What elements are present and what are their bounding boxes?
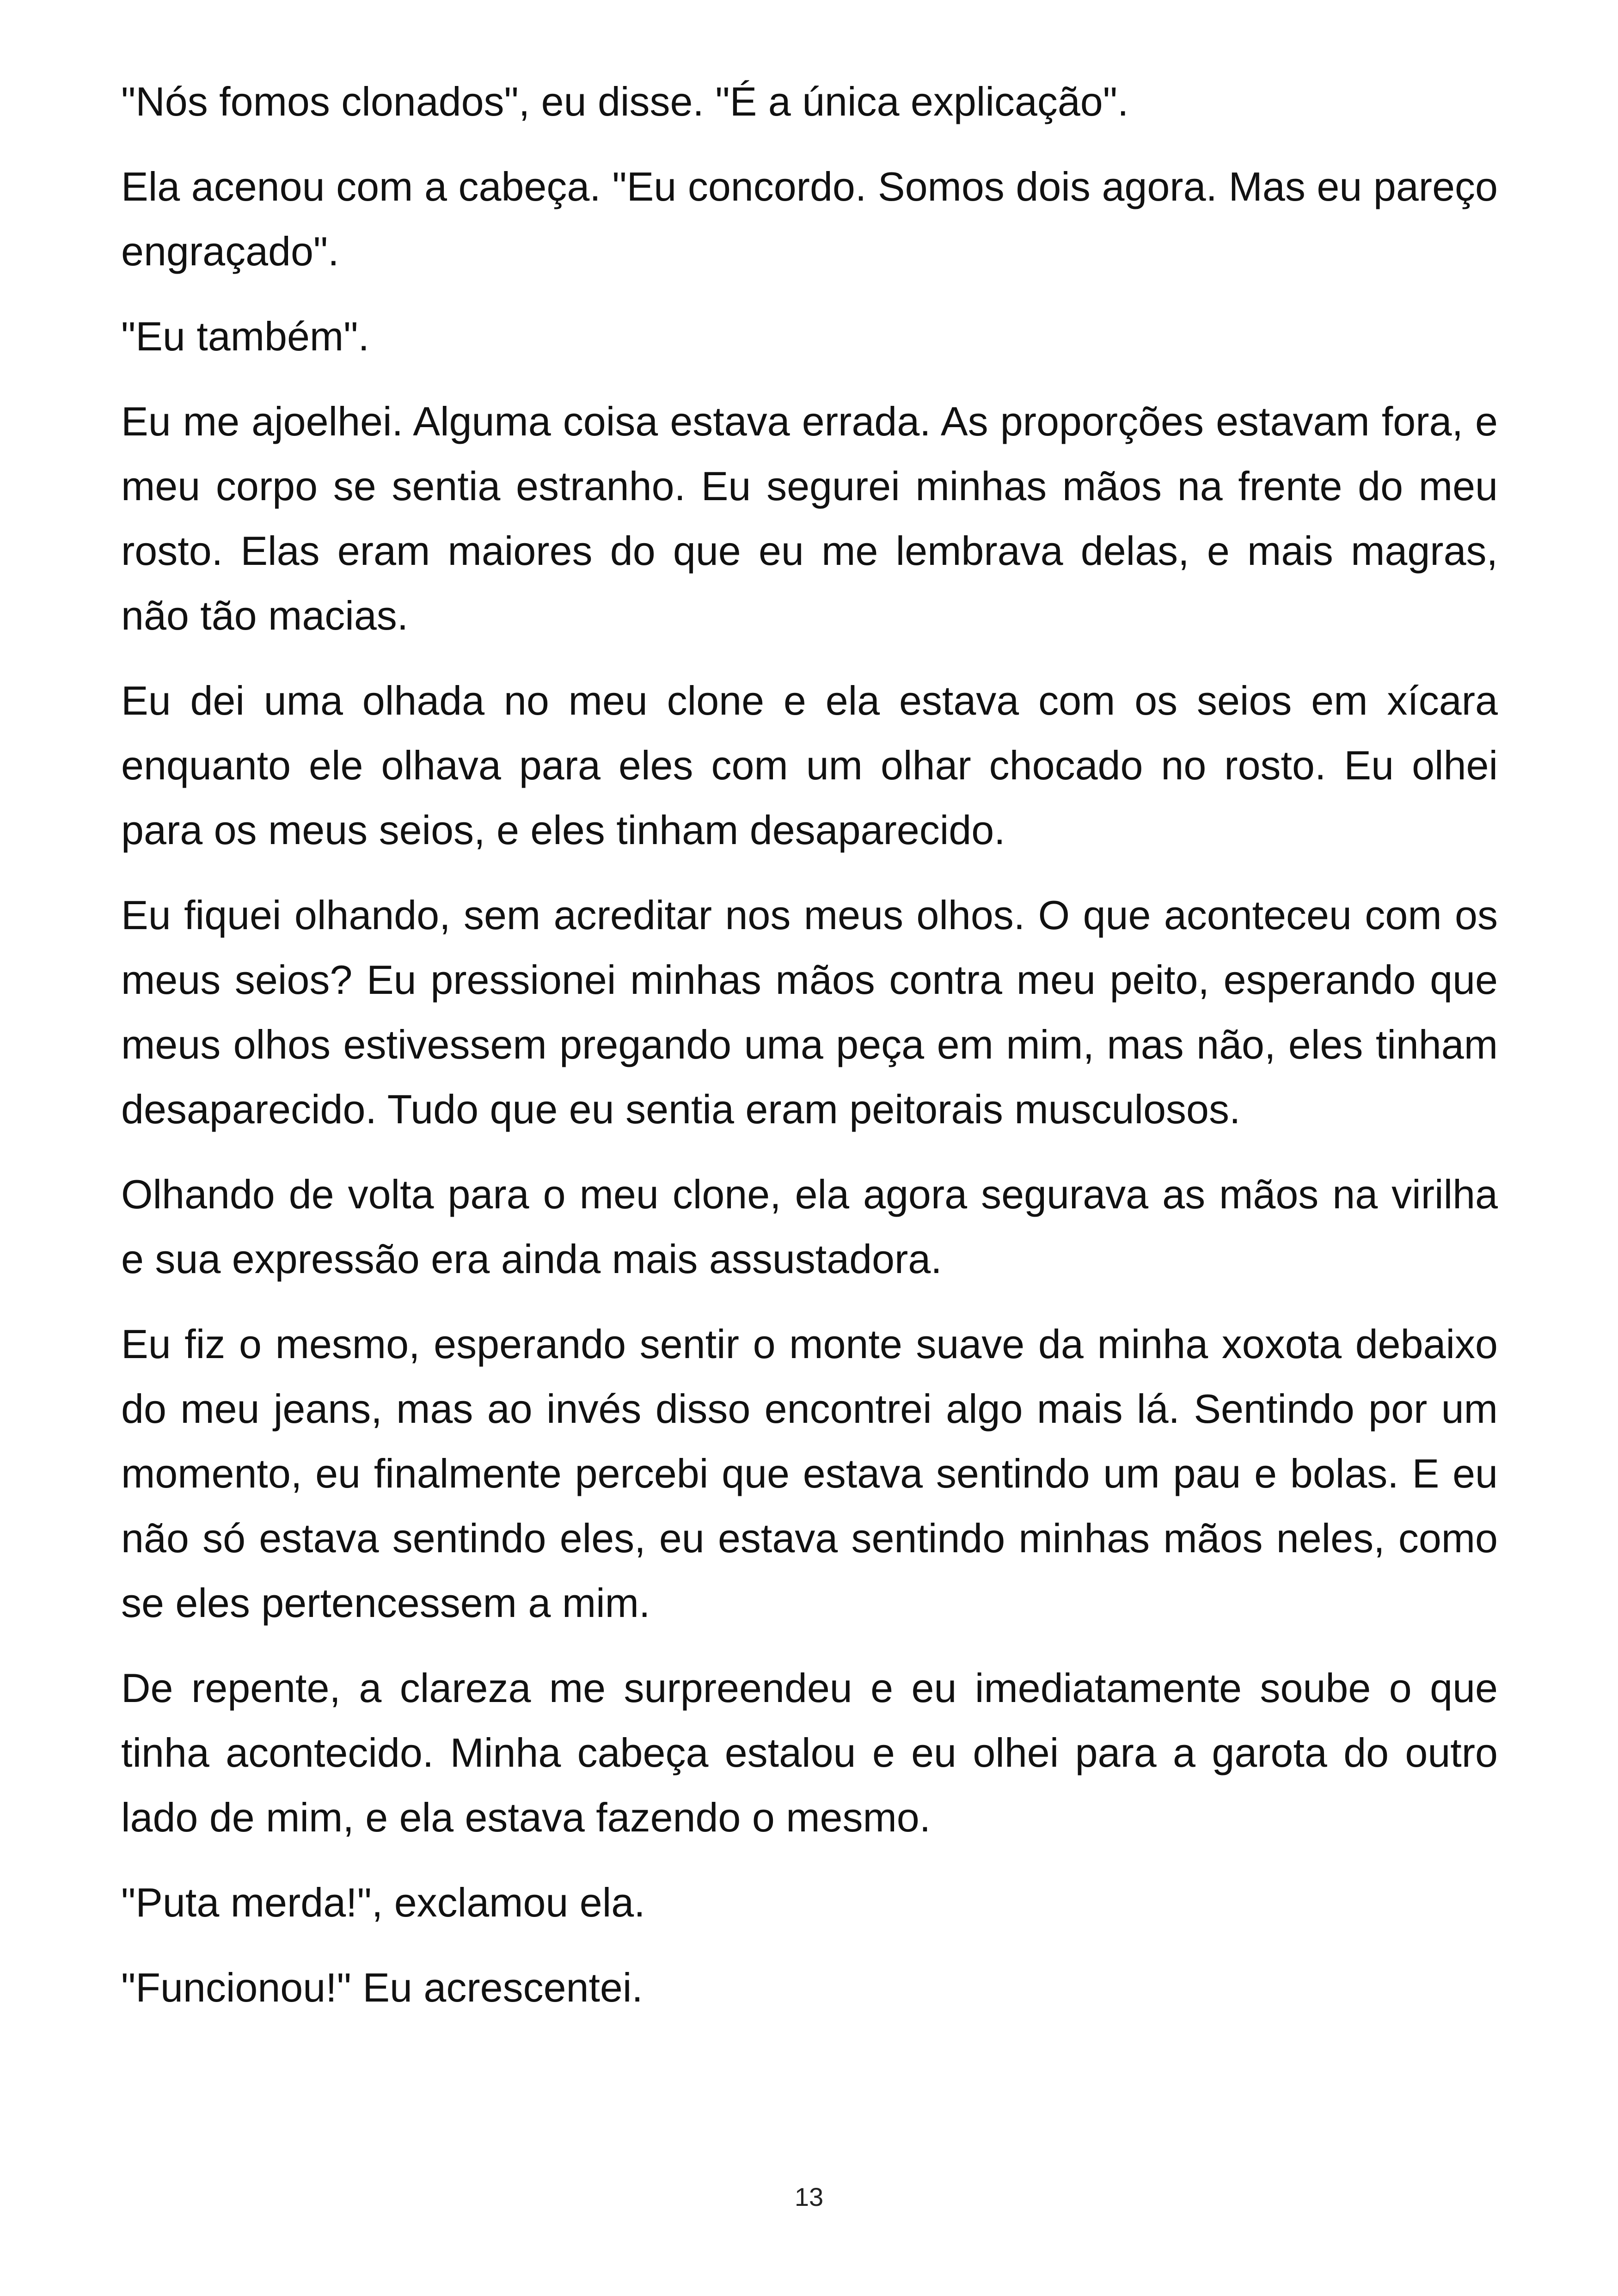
paragraph: Eu fiz o mesmo, esperando sentir o monte suave da minha xoxota debaixo do meu jeans, mas ao invés disso encontrei algo mais lá. Sentindo por um momento, eu finalmente percebi que estava sentindo um pau e bolas. E eu não só estava sentindo eles, eu estava sentindo minhas mãos neles, como se eles pertencessem a mim.: [121, 1321, 1498, 1626]
page-number: 13: [794, 2182, 824, 2211]
paragraph: "Funcionou!" Eu acrescentei.: [121, 1965, 643, 2010]
paragraph: "Puta merda!", exclamou ela.: [121, 1880, 645, 1925]
paragraph: "Nós fomos clonados", eu disse. "É a única explicação".: [121, 79, 1129, 124]
paragraph: Ela acenou com a cabeça. "Eu concordo. Somos dois agora. Mas eu pareço engraçado".: [121, 164, 1498, 274]
paragraph: "Eu também".: [121, 313, 369, 359]
paragraph: De repente, a clareza me surpreendeu e eu imediatamente soube o que tinha acontecido. Minha cabeça estalou e eu olhei para a garota do outro lado de mim, e ela estava fazendo o mesmo.: [121, 1665, 1498, 1840]
paragraph: Eu fiquei olhando, sem acreditar nos meus olhos. O que aconteceu com os meus seios? Eu pressionei minhas mãos contra meu peito, esperando que meus olhos estivessem pregando uma peça em mim, mas não, eles tinham desaparecido. Tudo que eu sentia eram peitorais musculosos.: [121, 892, 1498, 1132]
paragraph: Eu dei uma olhada no meu clone e ela estava com os seios em xícara enquanto ele olhava para eles com um olhar chocado no rosto. Eu olhei para os meus seios, e eles tinham desaparecido.: [121, 678, 1498, 853]
paragraph: Olhando de volta para o meu clone, ela agora segurava as mãos na virilha e sua expressão era ainda mais assustadora.: [121, 1171, 1498, 1282]
document-body: [121, 69, 1498, 2040]
paragraph: Eu me ajoelhei. Alguma coisa estava errada. As proporções estavam fora, e meu corpo se sentia estranho. Eu segurei minhas mãos na frente do meu rosto. Elas eram maiores do que eu me lembrava delas, e mais magras, não tão macias.: [121, 398, 1498, 638]
